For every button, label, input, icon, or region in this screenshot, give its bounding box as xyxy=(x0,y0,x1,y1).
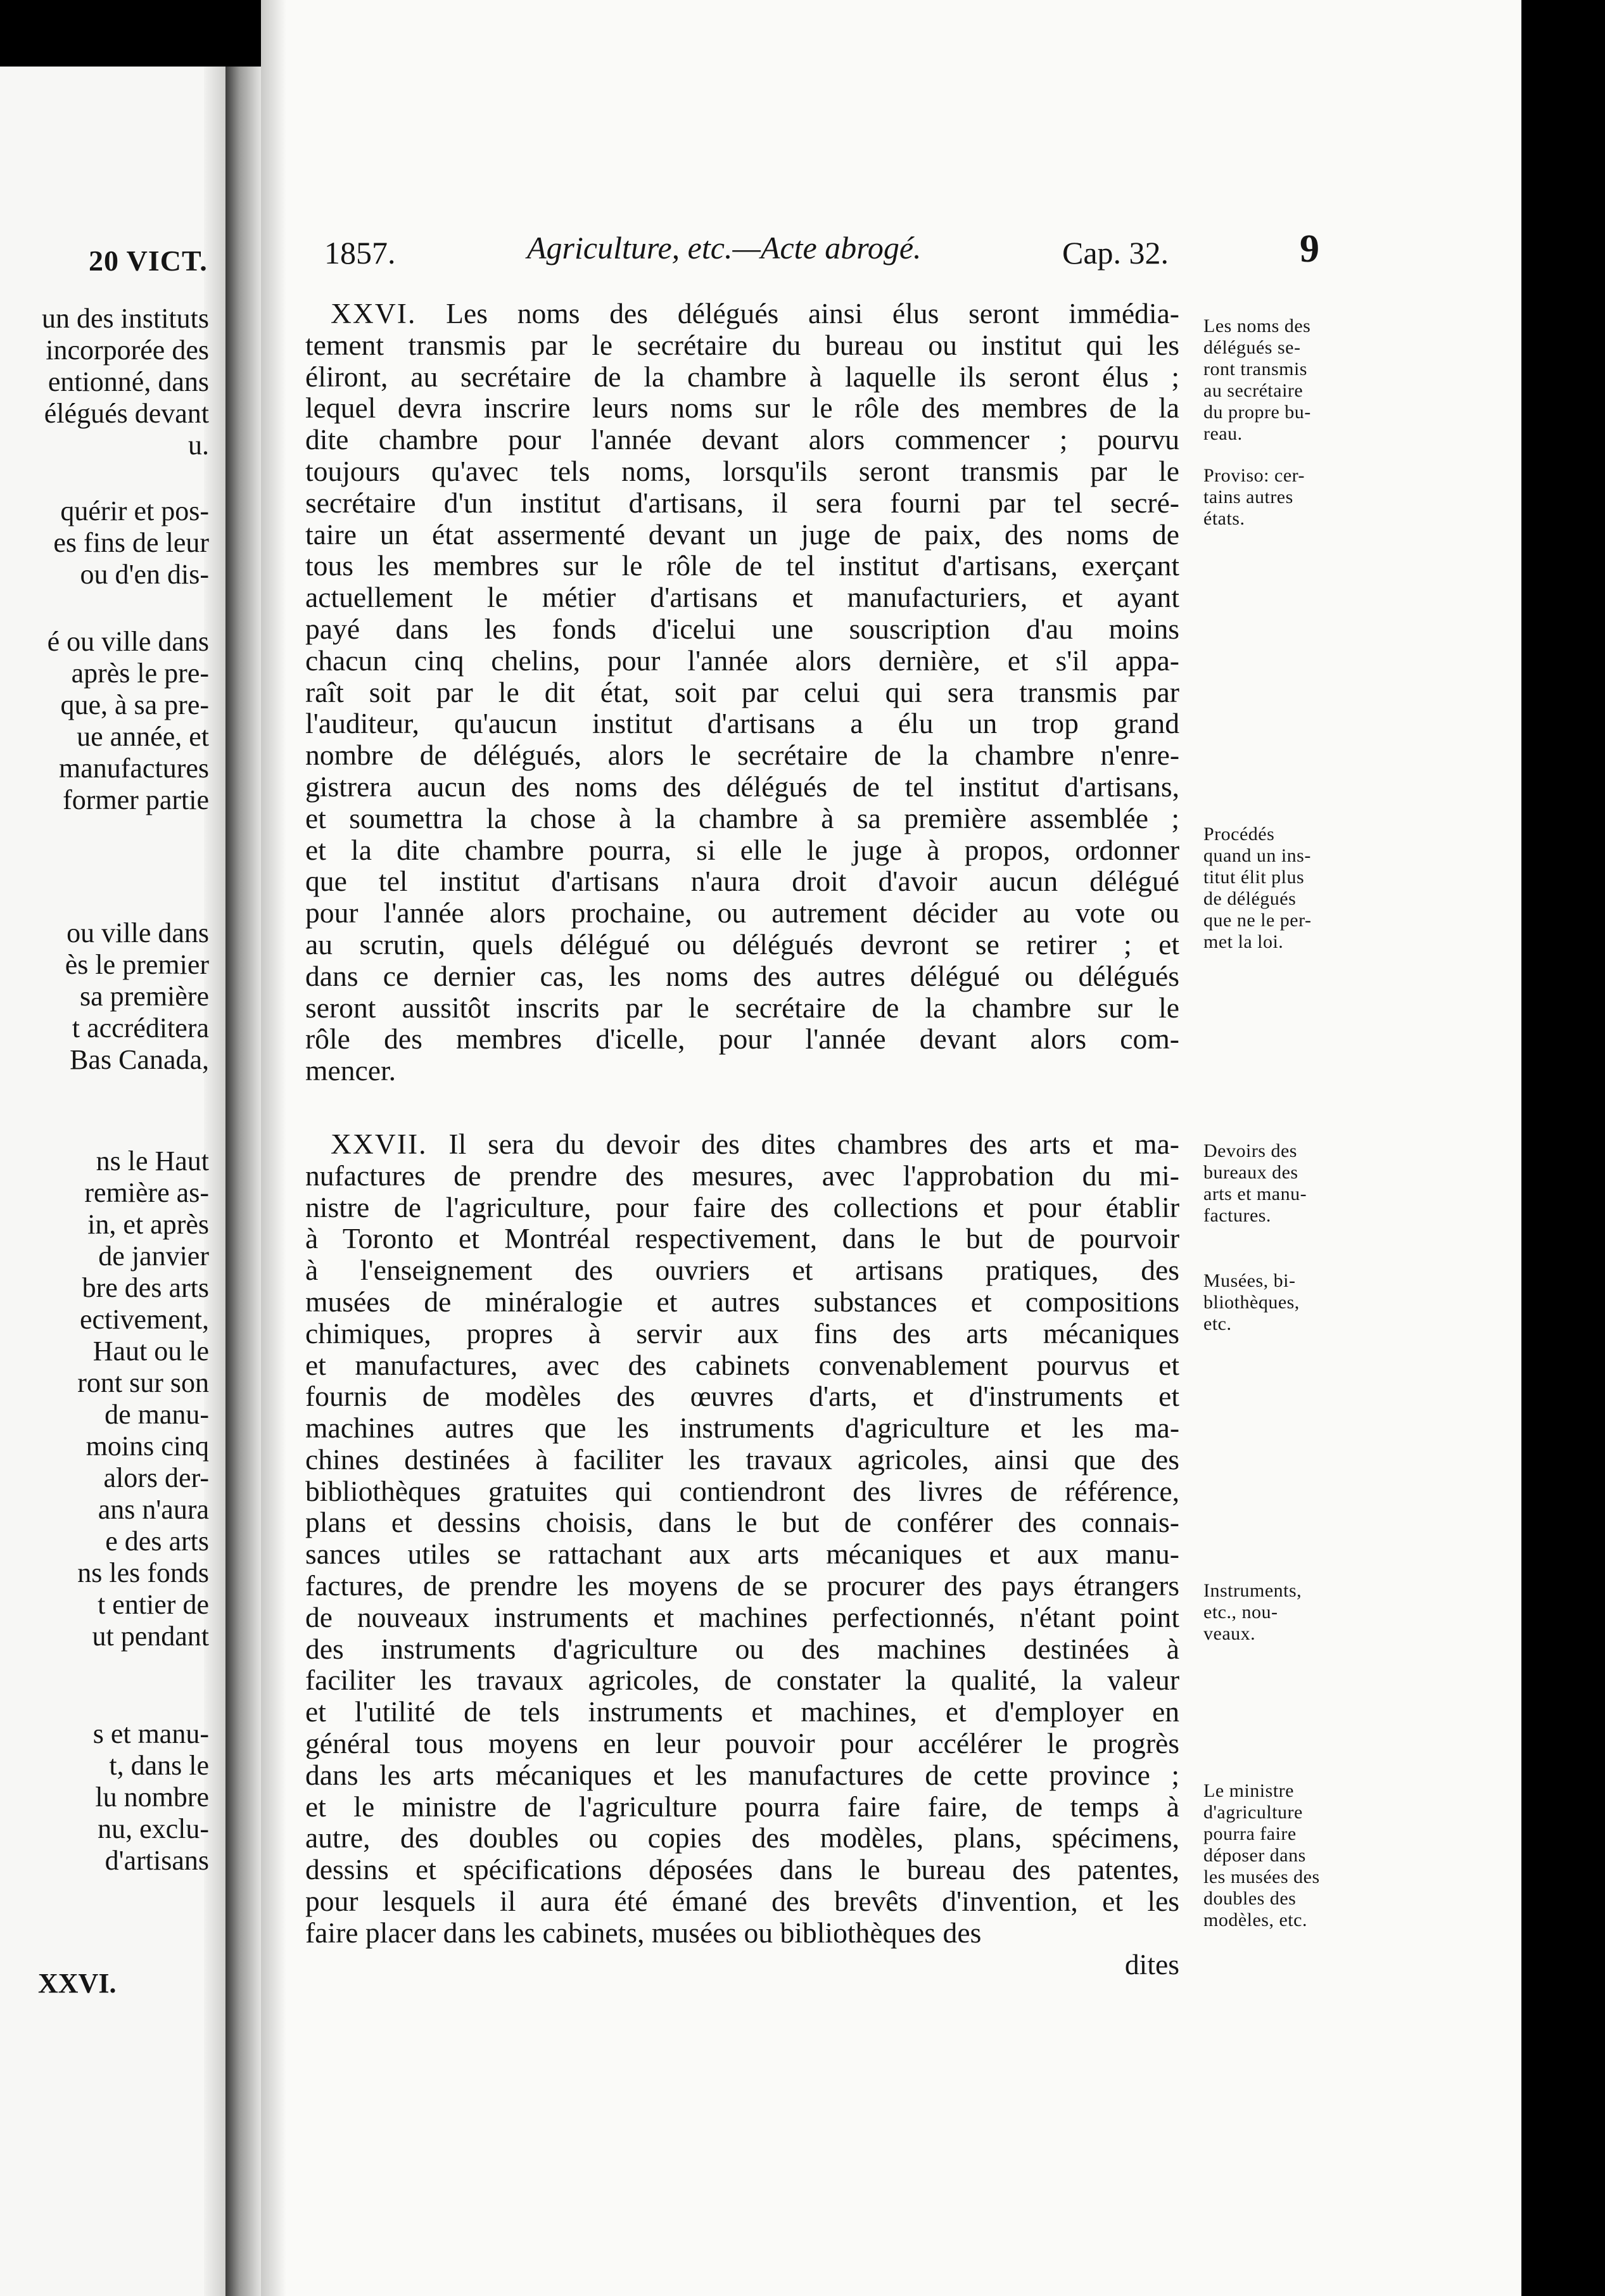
line-text: chimiques, propres à servir aux fins des arts mécaniques xyxy=(305,1317,1179,1349)
left-line xyxy=(0,1462,209,1494)
left-line-text: que, à sa pre- xyxy=(60,689,209,720)
text-line xyxy=(305,1759,1179,1791)
line-text: nistre de l'agriculture, pour faire des collections et pour établir xyxy=(305,1190,1179,1223)
line-text: et la dite chambre pourra, si elle le juge à propos, ordonner xyxy=(305,833,1179,866)
text-line xyxy=(305,677,1179,708)
left-line-text: entionné, dans xyxy=(48,366,209,397)
text-line xyxy=(305,329,1179,361)
left-line-text: e des arts xyxy=(105,1526,209,1557)
text-line xyxy=(305,1728,1179,1759)
line-text: à Toronto et Montréal respectivement, dans le but de pourvoir xyxy=(305,1222,1179,1255)
left-line-text: t, dans le xyxy=(109,1750,209,1781)
marginal-note-line: titut élit plus xyxy=(1203,867,1305,888)
left-line xyxy=(0,689,209,721)
line-text: que tel institut d'artisans n'aura droit d'avoir aucun délégué xyxy=(305,865,1179,898)
left-line xyxy=(0,949,209,981)
line-text: dans les arts mécaniques et les manufactures de cette province ; xyxy=(305,1758,1179,1791)
text-line xyxy=(305,897,1179,929)
left-line xyxy=(0,721,209,753)
text-line xyxy=(305,1854,1179,1885)
left-line xyxy=(0,1782,209,1813)
marginal-note-line: Musées, bi- xyxy=(1203,1270,1296,1291)
line-text: musées de minéralogie et autres substances et compositions xyxy=(305,1285,1179,1318)
marginal-note xyxy=(1203,824,1368,953)
line-text: actuellement le métier d'artisans et manufacturiers, et ayant xyxy=(305,581,1179,614)
text-line xyxy=(305,1349,1179,1381)
header-year: 1857. xyxy=(324,235,396,271)
left-line-text: ront sur son xyxy=(77,1367,209,1398)
text-line xyxy=(305,1128,1179,1160)
line-text: et soumettra la chose à la chambre à sa première assemblée ; xyxy=(305,801,1179,834)
header-chapter: Cap. 32. xyxy=(1062,235,1169,271)
marginal-note-line: factures. xyxy=(1203,1205,1271,1226)
left-catchword: XXVI. xyxy=(38,1968,117,1999)
marginal-note xyxy=(1203,316,1368,445)
marginal-note-line: bureaux des xyxy=(1203,1162,1298,1183)
left-line xyxy=(0,1012,209,1044)
scan-border xyxy=(1521,0,1605,2296)
left-line-text: u. xyxy=(188,430,209,461)
left-line-text: t entier de xyxy=(98,1589,209,1620)
marginal-note-line: de délégués xyxy=(1203,888,1297,909)
left-line-text: alors der- xyxy=(103,1462,209,1493)
left-line-text: élégués devant xyxy=(44,398,209,429)
text-line xyxy=(305,361,1179,393)
marginal-note-line: bliothèques, xyxy=(1203,1292,1300,1313)
text-line xyxy=(305,1602,1179,1633)
left-line xyxy=(0,303,209,335)
marginal-note xyxy=(1203,1270,1368,1335)
line-text: seront aussitôt inscrits par le secrétaire de la chambre sur le xyxy=(305,991,1179,1024)
left-line xyxy=(0,1367,209,1399)
line-text: autre, des doubles ou copies des modèles, plans, spécimens, xyxy=(305,1821,1179,1854)
text-line xyxy=(305,1664,1179,1696)
marginal-note-line: Le ministre xyxy=(1203,1780,1294,1801)
left-line xyxy=(0,1718,209,1750)
line-text: dans ce dernier cas, les noms des autres délégué ou délégués xyxy=(305,959,1179,992)
line-text: raît soit par le dit état, soit par celui qui sera transmis par xyxy=(305,675,1179,708)
line-text: de nouveaux instruments et machines perfectionnés, n'étant point xyxy=(305,1600,1179,1633)
text-line xyxy=(305,1192,1179,1223)
left-line xyxy=(0,1044,209,1076)
line-text: éliront, au secrétaire de la chambre à laquelle ils seront élus ; xyxy=(305,360,1179,393)
left-line xyxy=(0,1399,209,1431)
line-text: pour lesquels il aura été émané des brevêts d'invention, et les xyxy=(305,1885,1179,1918)
marginal-note-line: pourra faire xyxy=(1203,1823,1297,1844)
left-line-text: après le pre- xyxy=(71,658,209,689)
line-text: pour l'année alors prochaine, ou autrement décider au vote ou xyxy=(305,896,1179,929)
text-line xyxy=(305,613,1179,645)
line-text: secrétaire d'un institut d'artisans, il sera fourni par tel secré- xyxy=(305,486,1179,519)
left-line-text: ns le Haut xyxy=(96,1145,209,1177)
left-line xyxy=(0,1557,209,1589)
section-number: XXVI. xyxy=(331,297,417,329)
marginal-note-line: d'agriculture xyxy=(1203,1802,1303,1823)
left-line-text: ns les fonds xyxy=(77,1557,209,1588)
left-line xyxy=(0,1431,209,1462)
line-text: bibliothèques gratuites qui contiendront des livres de référence, xyxy=(305,1474,1179,1507)
marginal-note-line: met la loi. xyxy=(1203,931,1284,952)
book-spine xyxy=(225,67,261,2296)
line-text: mencer. xyxy=(305,1054,396,1087)
text-line xyxy=(305,834,1179,866)
marginal-note-line: les musées des xyxy=(1203,1866,1320,1887)
page-number: 9 xyxy=(1300,227,1319,271)
line-text: tement transmis par le secrétaire du bureau ou institut qui les xyxy=(305,328,1179,361)
text-line xyxy=(305,739,1179,771)
line-text: toujours qu'avec tels noms, lorsqu'ils seront transmis par le xyxy=(305,454,1179,487)
left-line-text: in, et après xyxy=(87,1209,209,1240)
left-line-text: incorporée des xyxy=(46,335,209,366)
text-line xyxy=(305,1286,1179,1318)
text-line xyxy=(305,708,1179,739)
left-line xyxy=(0,1209,209,1240)
right-page xyxy=(261,0,1521,2296)
left-line-text: ans n'aura xyxy=(98,1494,209,1525)
marginal-note-line: tains autres xyxy=(1203,487,1293,507)
left-line-text: é ou ville dans xyxy=(47,626,209,657)
marginal-note-line: reau. xyxy=(1203,423,1243,444)
left-line xyxy=(0,1494,209,1526)
right-page-gutter xyxy=(261,0,286,2296)
marginal-note-line: quand un ins- xyxy=(1203,845,1311,866)
left-line xyxy=(0,1750,209,1782)
line-text: et le ministre de l'agriculture pourra faire faire, de temps à xyxy=(305,1790,1179,1823)
marginal-note-line: états. xyxy=(1203,508,1245,529)
left-line-text: de janvier xyxy=(98,1240,209,1272)
line-text: nufactures de prendre des mesures, avec l'approbation du mi- xyxy=(305,1159,1179,1192)
left-line-text: moins cinq xyxy=(86,1431,209,1462)
left-line xyxy=(0,1526,209,1557)
line-text: Il sera du devoir des dites chambres des arts et ma- xyxy=(448,1127,1179,1160)
header-title: Agriculture, etc.—Acte abrogé. xyxy=(527,230,922,265)
line-text: l'auditeur, qu'aucun institut d'artisans a élu un trop grand xyxy=(305,707,1179,740)
body-text xyxy=(305,297,1320,1980)
left-line xyxy=(0,1813,209,1845)
text-line xyxy=(305,424,1179,456)
text-line xyxy=(305,1476,1179,1507)
marginal-note-line: Les noms des xyxy=(1203,316,1311,336)
text-line xyxy=(305,1791,1179,1823)
marginal-note-line: du propre bu- xyxy=(1203,402,1311,423)
line-text: sances utiles se rattachant aux arts mécaniques et aux manu- xyxy=(305,1538,1179,1571)
text-line xyxy=(305,1570,1179,1602)
line-text: lequel devra inscrire leurs noms sur le rôle des membres de la xyxy=(305,392,1179,424)
line-text: et l'utilité de tels instruments et machines, et d'employer en xyxy=(305,1695,1179,1728)
left-line-text: sa première xyxy=(80,981,209,1012)
left-line-text: bre des arts xyxy=(82,1272,209,1303)
line-text: gistrera aucun des noms des délégués de tel institut d'artisans, xyxy=(305,770,1179,803)
text-line xyxy=(305,1318,1179,1349)
left-line-text: de manu- xyxy=(105,1399,209,1430)
line-text: au scrutin, quels délégué ou délégués devront se retirer ; et xyxy=(305,928,1179,960)
left-line-text: s et manu- xyxy=(92,1718,209,1749)
text-line xyxy=(305,582,1179,613)
marginal-note-line: au secrétaire xyxy=(1203,380,1304,401)
text-line xyxy=(305,392,1179,424)
text-line xyxy=(305,645,1179,677)
left-line-text: Haut ou le xyxy=(92,1336,209,1367)
text-line xyxy=(305,487,1179,519)
text-line xyxy=(305,960,1179,992)
text-line xyxy=(305,456,1179,487)
catchword: dites xyxy=(1124,1948,1179,1980)
left-line-text: d'artisans xyxy=(105,1845,209,1876)
left-line-text: ès le premier xyxy=(65,949,209,980)
left-line xyxy=(0,1177,209,1209)
left-line xyxy=(0,1621,209,1652)
marginal-note-line: veaux. xyxy=(1203,1623,1256,1644)
text-line xyxy=(305,1538,1179,1570)
text-line xyxy=(305,1223,1179,1254)
left-line-text: ectivement, xyxy=(79,1304,209,1335)
text-line xyxy=(305,1023,1179,1055)
left-line-text: lu nombre xyxy=(95,1782,209,1813)
text-line xyxy=(305,771,1179,803)
text-line xyxy=(305,1444,1179,1476)
line-text: nombre de délégués, alors le secrétaire de la chambre n'enre- xyxy=(305,739,1179,772)
left-line xyxy=(0,784,209,816)
left-line xyxy=(0,981,209,1012)
marginal-note-line: modèles, etc. xyxy=(1203,1910,1307,1930)
section-27 xyxy=(305,1128,1179,1980)
section-number: XXVII. xyxy=(331,1127,428,1160)
text-line xyxy=(305,1381,1179,1412)
left-line-text: manufactures xyxy=(59,753,209,784)
left-line-text: ou ville dans xyxy=(67,917,209,948)
left-running-head: 20 VICT. xyxy=(89,245,208,277)
line-text: faciliter les travaux agricoles, de constater la qualité, la valeur xyxy=(305,1664,1179,1697)
section-26 xyxy=(305,298,1179,1087)
line-text: factures, de prendre les moyens de se procurer des pays étrangers xyxy=(305,1569,1179,1602)
marginal-note-line: Procédés xyxy=(1203,824,1275,845)
text-line xyxy=(305,1160,1179,1192)
line-text: à l'enseignement des ouvriers et artisans pratiques, des xyxy=(305,1254,1179,1287)
left-line-text: ue année, et xyxy=(77,721,209,752)
text-line xyxy=(305,1696,1179,1728)
line-text: rôle des membres d'icelle, pour l'année devant alors com- xyxy=(305,1023,1179,1056)
marginal-note-line: délégués se- xyxy=(1203,337,1301,358)
line-text: plans et dessins choisis, dans le but de conférer des connais- xyxy=(305,1506,1179,1539)
text-line xyxy=(305,550,1179,582)
left-page-fragment xyxy=(0,67,225,2296)
text-line xyxy=(305,519,1179,551)
left-line xyxy=(0,495,209,527)
line-text: faire placer dans les cabinets, musées ou bibliothèques des xyxy=(305,1916,982,1949)
marginal-note-line: doubles des xyxy=(1203,1888,1297,1909)
left-line xyxy=(0,527,209,559)
marginal-note xyxy=(1203,1580,1368,1645)
text-line xyxy=(305,1917,1179,1949)
marginal-note xyxy=(1203,1780,1368,1931)
left-line-text: Bas Canada, xyxy=(70,1044,209,1075)
text-line xyxy=(305,929,1179,960)
left-line xyxy=(0,335,209,366)
left-line xyxy=(0,626,209,658)
text-line xyxy=(305,1507,1179,1538)
left-line xyxy=(0,1145,209,1177)
line-text: des instruments d'agriculture ou des machines destinées à xyxy=(305,1632,1179,1665)
line-text: dessins et spécifications déposées dans le bureau des patentes, xyxy=(305,1853,1179,1886)
left-line-text: former partie xyxy=(63,784,209,815)
line-text: et manufactures, avec des cabinets convenablement pourvus et xyxy=(305,1348,1179,1381)
left-line-text: nu, exclu- xyxy=(98,1813,209,1844)
left-line-text: t accréditera xyxy=(72,1012,209,1043)
left-line-text: ut pendant xyxy=(92,1621,209,1652)
marginal-note-line: que ne le per- xyxy=(1203,910,1312,931)
left-line-text: es fins de leur xyxy=(53,527,209,558)
left-line-text: ou d'en dis- xyxy=(80,559,209,590)
text-line xyxy=(305,992,1179,1024)
line-text: général tous moyens en leur pouvoir pour accélérer le progrès xyxy=(305,1727,1179,1760)
line-text: taire un état assermenté devant un juge de paix, des noms de xyxy=(305,518,1179,551)
marginal-note-line: ront transmis xyxy=(1203,359,1307,379)
marginal-note-line: Devoirs des xyxy=(1203,1140,1297,1161)
left-line xyxy=(0,658,209,689)
marginal-note-line: Instruments, xyxy=(1203,1580,1302,1601)
line-text: chacun cinq chelins, pour l'année alors dernière, et s'il appa- xyxy=(305,644,1179,677)
line-text: fournis de modèles des œuvres d'arts, et d'instruments et xyxy=(305,1380,1179,1413)
text-line xyxy=(305,1633,1179,1665)
left-line xyxy=(0,1272,209,1304)
marginal-note-line: déposer dans xyxy=(1203,1845,1306,1866)
left-line xyxy=(0,1589,209,1621)
marginal-note xyxy=(1203,1140,1368,1227)
left-line xyxy=(0,398,209,430)
left-line xyxy=(0,1304,209,1336)
line-text: dite chambre pour l'année devant alors commencer ; pourvu xyxy=(305,423,1179,456)
marginal-note-line: arts et manu- xyxy=(1203,1183,1307,1204)
text-line xyxy=(305,865,1179,897)
line-text: payé dans les fonds d'icelui une souscription d'au moins xyxy=(305,612,1179,645)
left-line xyxy=(0,1336,209,1367)
marginal-note-line: etc., nou- xyxy=(1203,1602,1278,1623)
left-line xyxy=(0,366,209,398)
marginal-note-line: Proviso: cer- xyxy=(1203,465,1305,486)
text-line xyxy=(305,1885,1179,1917)
text-line xyxy=(305,1254,1179,1286)
left-line xyxy=(0,559,209,590)
marginal-note xyxy=(1203,465,1368,530)
line-text: Les noms des délégués ainsi élus seront immédia- xyxy=(446,297,1179,329)
line-text: machines autres que les instruments d'agriculture et les ma- xyxy=(305,1412,1179,1445)
line-text: chines destinées à faciliter les travaux agricoles, ainsi que des xyxy=(305,1443,1179,1476)
text-line xyxy=(305,1822,1179,1854)
left-line-text: remière as- xyxy=(84,1177,209,1208)
left-line xyxy=(0,753,209,784)
left-line-text: quérir et pos- xyxy=(60,495,209,526)
marginal-note-line: etc. xyxy=(1203,1313,1232,1334)
line-text: tous les membres sur le rôle de tel institut d'artisans, exerçant xyxy=(305,549,1179,582)
left-line xyxy=(0,430,209,461)
left-line-text: un des instituts xyxy=(41,303,209,334)
left-line xyxy=(0,917,209,949)
left-line xyxy=(0,1845,209,1877)
text-line xyxy=(305,803,1179,834)
text-line xyxy=(305,1055,1179,1087)
running-header xyxy=(293,227,1357,285)
text-line xyxy=(305,298,1179,329)
text-line xyxy=(305,1412,1179,1444)
left-line xyxy=(0,1240,209,1272)
